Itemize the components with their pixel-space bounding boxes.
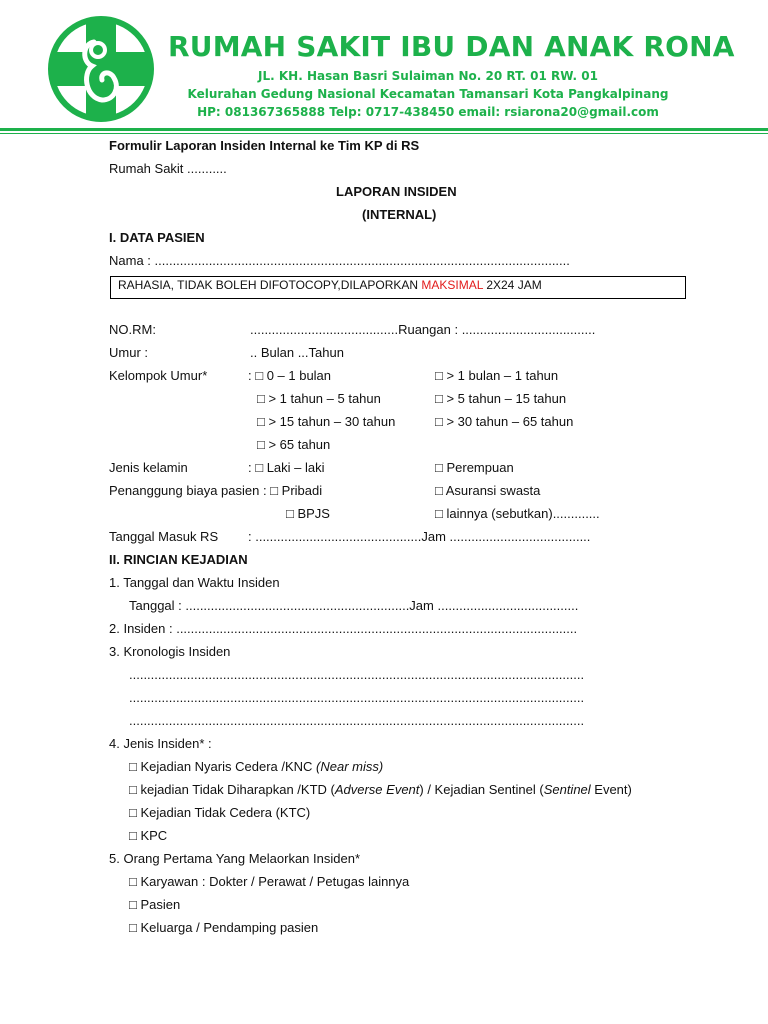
gender-option-female: □ Perempuan — [435, 460, 514, 475]
report-heading: LAPORAN INSIDEN — [336, 184, 457, 199]
payer-option: □ lainnya (sebutkan)............. — [435, 506, 600, 521]
form-title: Formulir Laporan Insiden Internal ke Tim KP di RS — [109, 138, 420, 153]
item-2: 2. Insiden : ............................................................................................................... — [109, 621, 578, 636]
umur-label: Umur : — [109, 345, 148, 360]
jenis-kelamin-label: Jenis kelamin — [109, 460, 188, 475]
payer-option: □ BPJS — [286, 506, 330, 521]
incident-type-ktd: □ kejadian Tidak Diharapkan /KTD (Adverse Event) / Kejadian Sentinel (Sentinel Event) — [129, 782, 632, 797]
age-option: : □ 0 – 1 bulan — [248, 368, 332, 383]
section-patient-data: I. DATA PASIEN — [109, 230, 205, 245]
header-divider-thin — [0, 133, 768, 134]
age-option: □ > 1 bulan – 1 tahun — [435, 368, 559, 383]
item-5: 5. Orang Pertama Yang Melaorkan Insiden* — [109, 851, 360, 866]
incident-type-ktc: □ Kejadian Tidak Cedera (KTC) — [129, 805, 311, 820]
gender-option-male: : □ Laki – laki — [248, 460, 325, 475]
hospital-address-1: JL. KH. Hasan Basri Sulaiman No. 20 RT. 01 RW. 01 — [258, 69, 598, 83]
hospital-name: RUMAH SAKIT IBU DAN ANAK RONA — [168, 30, 735, 63]
reporter-option: □ Pasien — [129, 897, 181, 912]
age-option: □ > 30 tahun – 65 tahun — [435, 414, 574, 429]
hospital-contact: HP: 081367365888 Telp: 0717-438450 email: rsiarona20@gmail.com — [197, 105, 659, 119]
chronology-line: .............................................................................................................................. — [129, 667, 585, 682]
norm-value: .........................................Ruangan : ..................................... — [250, 322, 596, 337]
rs-line: Rumah Sakit ........... — [109, 161, 227, 176]
report-subheading: (INTERNAL) — [362, 207, 437, 222]
incident-type-kpc: □ KPC — [129, 828, 168, 843]
confidential-notice: RAHASIA, TIDAK BOLEH DIFOTOCOPY,DILAPORKAN MAKSIMAL 2X24 JAM — [118, 278, 542, 292]
header-divider — [0, 128, 768, 131]
age-option: □ > 65 tahun — [257, 437, 331, 452]
umur-value: .. Bulan ...Tahun — [250, 345, 344, 360]
admission-date-value: : ..............................................Jam ....................................... — [248, 529, 591, 544]
chronology-line: .............................................................................................................................. — [129, 690, 585, 705]
hospital-logo — [42, 14, 160, 124]
age-option: □ > 5 tahun – 15 tahun — [435, 391, 567, 406]
age-option: □ > 1 tahun – 5 tahun — [257, 391, 381, 406]
admission-date-label: Tanggal Masuk RS — [109, 529, 219, 544]
payer-option: □ Asuransi swasta — [435, 483, 541, 498]
norm-label: NO.RM: — [109, 322, 156, 337]
reporter-option: □ Karyawan : Dokter / Perawat / Petugas lainnya — [129, 874, 410, 889]
item-1: 1. Tanggal dan Waktu Insiden — [109, 575, 280, 590]
payer-label: Penanggung biaya pasien : □ Pribadi — [109, 483, 323, 498]
item-3: 3. Kronologis Insiden — [109, 644, 231, 659]
chronology-line: .............................................................................................................................. — [129, 713, 585, 728]
kelompok-umur-label: Kelompok Umur* — [109, 368, 208, 383]
section-incident-details: II. RINCIAN KEJADIAN — [109, 552, 248, 567]
item-1-date: Tanggal : ..............................................................Jam ....................................... — [129, 598, 579, 613]
incident-type-knc: □ Kejadian Nyaris Cedera /KNC (Near miss) — [129, 759, 384, 774]
reporter-option: □ Keluarga / Pendamping pasien — [129, 920, 319, 935]
age-option: □ > 15 tahun – 30 tahun — [257, 414, 396, 429]
nama-field: Nama : ................................................................................................................... — [109, 253, 570, 268]
item-4: 4. Jenis Insiden* : — [109, 736, 212, 751]
hospital-address-2: Kelurahan Gedung Nasional Kecamatan Tamansari Kota Pangkalpinang — [187, 87, 669, 101]
